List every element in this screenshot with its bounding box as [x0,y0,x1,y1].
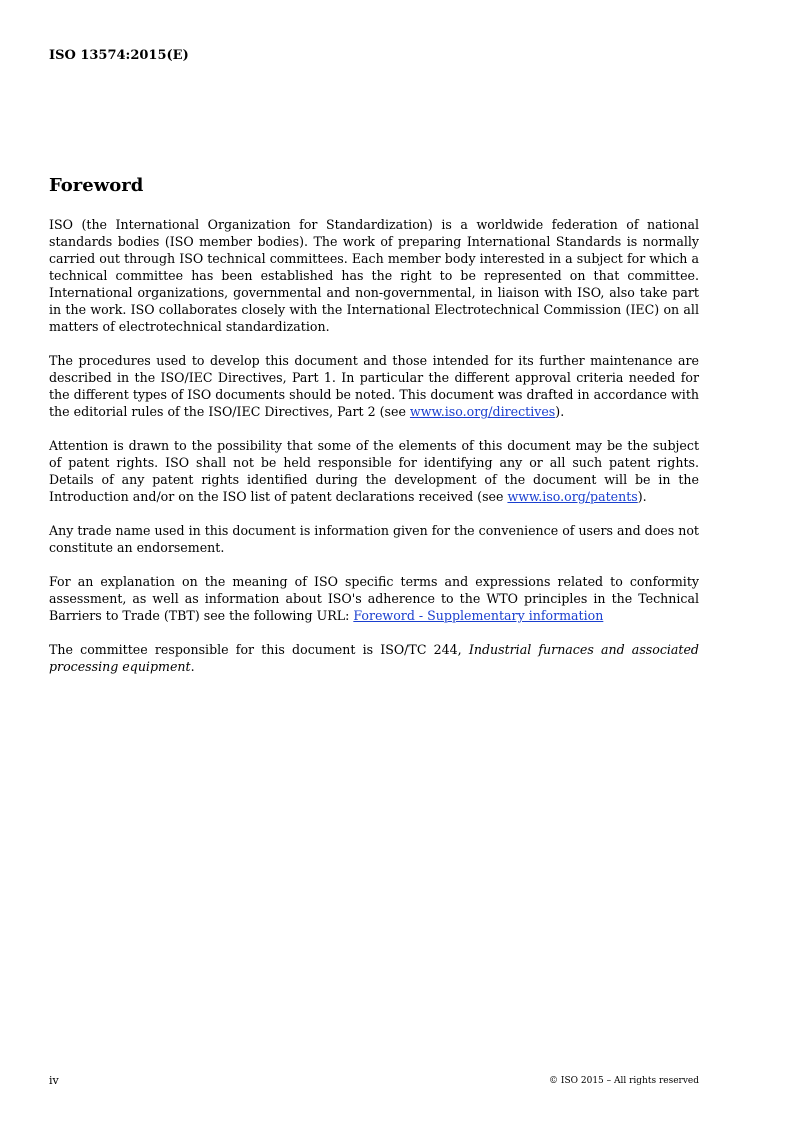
paragraph-patents [49,437,699,505]
paragraph-committee-end: . [190,659,195,674]
paragraph-conformity [49,573,699,624]
paragraph-trade-name: Any trade name used in this document is information given for the convenience of users and does not constitute an endorsement. [49,523,699,555]
paragraph-iso-intro: ISO (the International Organization for Standardization) is a worldwide federation of national standards bodies (ISO member bodies). The work of preparing International Standards is normally carried out through ISO technical committees. Each member body interested in a subject for which a technical committee has been established has the right to be represented on that committee. International organizations, governmental and non-governmental, in liaison with ISO, also take part in the work. ISO collaborates closely with the International Electrotechnical Commission (IEC) on all matters of electrotechnical standardization. [49,217,699,334]
paragraph-committee-text: The committee responsible for this document is ISO/TC 244, [49,642,469,657]
document-id: ISO 13574:2015(E) [49,48,189,63]
copyright-notice: © ISO 2015 – All rights reserved [549,1076,699,1086]
patents-link[interactable]: www.iso.org/patents [507,489,638,504]
paragraph-conformity-text: For an explanation on the meaning of ISO specific terms and expressions related to conformity assessment, as well as information about ISO's adherence to the WTO principles in the Technical Barriers to Trade (TBT) see the following URL: [49,574,699,623]
paragraph-patents-end: ). [637,489,647,504]
paragraph-procedures-text: The procedures used to develop this document and those intended for its further maintenance are described in the ISO/IEC Directives, Part 1. In particular the different approval criteria needed for the different types of ISO documents should be noted. This document was drafted in accordance with the editorial rules of the ISO/IEC Directives, Part 2 (see [49,353,699,419]
paragraph-committee [49,641,699,675]
paragraph-procedures [49,352,699,420]
paragraph-procedures-end: ). [555,404,565,419]
directives-link[interactable]: www.iso.org/directives [409,404,556,419]
paragraph-patents-text: Attention is drawn to the possibility that some of the elements of this document may be the subject of patent rights. ISO shall not be held responsible for identifying any or all such patent rights. Details of any patent rights identified during the development of the document will be in the Introduction and/or on the ISO list of patent declarations received (see [49,438,699,504]
page-number: iv [49,1074,59,1087]
supplementary-info-link[interactable]: Foreword - Supplementary information [353,608,604,623]
committee-title: Industrial furnaces and associated processing equipment [49,642,699,674]
foreword-body [49,216,699,692]
page-title: Foreword [49,175,144,196]
